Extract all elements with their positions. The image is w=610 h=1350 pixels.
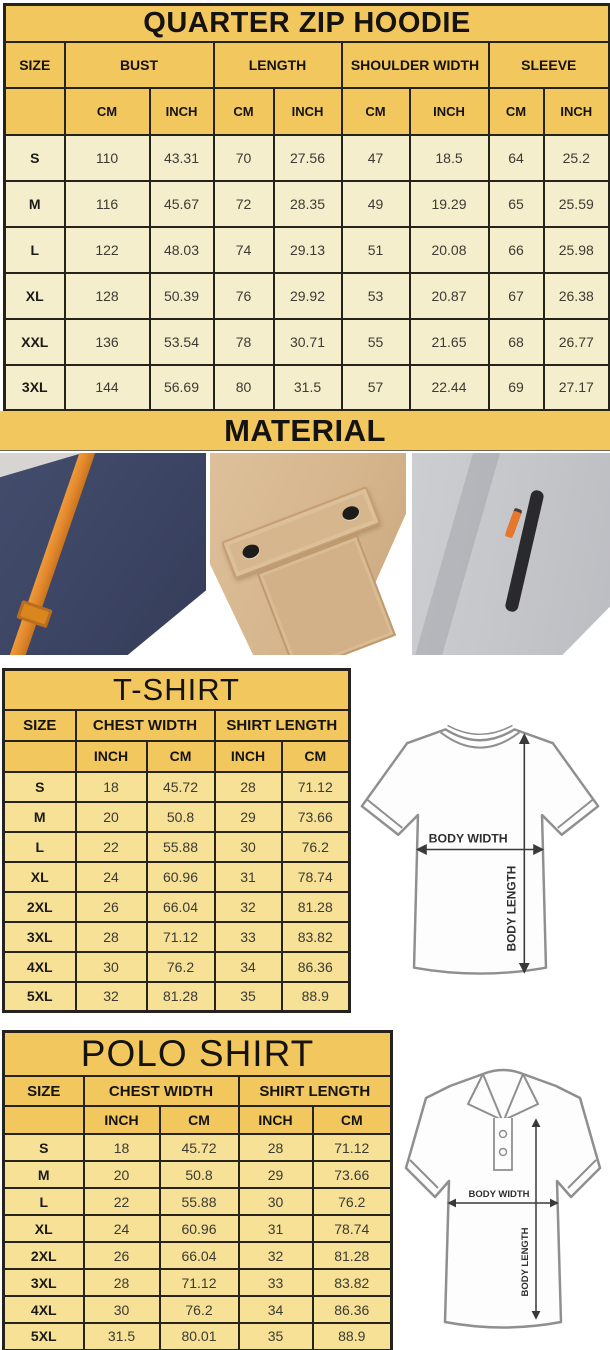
value-cell: 35 (239, 1323, 313, 1350)
unit-header-inch: INCH (76, 741, 147, 772)
table-row (5, 319, 610, 365)
tshirt-table-body (4, 772, 350, 1012)
size-cell: L (4, 832, 76, 862)
tshirt-measurement-diagram (352, 695, 608, 1005)
column-header-length: LENGTH (214, 42, 342, 88)
polo-table-title: POLO SHIRT (4, 1032, 392, 1077)
size-cell: XL (5, 273, 65, 319)
polo-unit-header-row (4, 1106, 392, 1134)
value-cell: 34 (239, 1296, 313, 1323)
unit-header-inch: INCH (215, 741, 282, 772)
value-cell: 31.5 (274, 365, 342, 411)
column-header-chest-width: CHEST WIDTH (76, 710, 215, 741)
unit-header-inch: INCH (410, 88, 489, 135)
unit-header-inch: INCH (274, 88, 342, 135)
table-row (5, 273, 610, 319)
column-header-bust: BUST (65, 42, 214, 88)
value-cell: 122 (65, 227, 150, 273)
polo-measurement-diagram (398, 1056, 610, 1348)
value-cell: 19.29 (410, 181, 489, 227)
material-photo-khaki-pocket (210, 453, 406, 655)
size-cell: 5XL (4, 1323, 84, 1350)
table-row (4, 1296, 392, 1323)
value-cell: 30 (239, 1188, 313, 1215)
value-cell: 73.66 (313, 1161, 392, 1188)
polo-outline-icon (398, 1056, 610, 1348)
table-row (4, 952, 350, 982)
size-cell: XL (4, 1215, 84, 1242)
value-cell: 64 (489, 135, 544, 181)
body-length-label: BODY LENGTH (504, 865, 519, 952)
hoodie-table-title: QUARTER ZIP HOODIE (5, 5, 610, 42)
value-cell: 33 (215, 922, 282, 952)
value-cell: 18.5 (410, 135, 489, 181)
table-row (4, 1161, 392, 1188)
table-row (4, 832, 350, 862)
value-cell: 86.36 (313, 1296, 392, 1323)
value-cell: 76.2 (282, 832, 350, 862)
body-width-label: BODY WIDTH (428, 831, 508, 846)
value-cell: 53 (342, 273, 410, 319)
value-cell: 81.28 (147, 982, 215, 1012)
value-cell: 70 (214, 135, 274, 181)
table-row (4, 802, 350, 832)
unit-header-inch: INCH (239, 1106, 313, 1134)
size-cell: M (5, 181, 65, 227)
value-cell: 29 (215, 802, 282, 832)
table-row (4, 772, 350, 802)
size-cell: M (4, 1161, 84, 1188)
value-cell: 25.59 (544, 181, 610, 227)
material-title: MATERIAL (224, 412, 386, 448)
table-row (5, 135, 610, 181)
value-cell: 50.8 (147, 802, 215, 832)
column-header-size: SIZE (4, 710, 76, 741)
value-cell: 32 (215, 892, 282, 922)
value-cell: 24 (84, 1215, 160, 1242)
empty-header-cell (4, 741, 76, 772)
column-header-size: SIZE (4, 1076, 84, 1106)
value-cell: 73.66 (282, 802, 350, 832)
hoodie-group-header-row (5, 42, 610, 88)
value-cell: 71.12 (160, 1269, 239, 1296)
size-cell: M (4, 802, 76, 832)
value-cell: 53.54 (150, 319, 214, 365)
value-cell: 45.67 (150, 181, 214, 227)
table-row (4, 1215, 392, 1242)
value-cell: 55.88 (160, 1188, 239, 1215)
table-row (5, 227, 610, 273)
material-photo-navy-drawstring (0, 453, 206, 655)
unit-header-cm: CM (313, 1106, 392, 1134)
polo-title-row (4, 1032, 392, 1077)
value-cell: 56.69 (150, 365, 214, 411)
value-cell: 43.31 (150, 135, 214, 181)
value-cell: 55 (342, 319, 410, 365)
value-cell: 24 (76, 862, 147, 892)
size-cell: S (4, 772, 76, 802)
unit-header-cm: CM (65, 88, 150, 135)
tshirt-table-title: T-SHIRT (4, 670, 350, 710)
value-cell: 81.28 (313, 1242, 392, 1269)
value-cell: 20.87 (410, 273, 489, 319)
value-cell: 71.12 (147, 922, 215, 952)
value-cell: 26.77 (544, 319, 610, 365)
value-cell: 28 (239, 1134, 313, 1161)
value-cell: 20 (84, 1161, 160, 1188)
table-row (4, 1323, 392, 1350)
tshirt-title-row (4, 670, 350, 710)
size-cell: 5XL (4, 982, 76, 1012)
value-cell: 30.71 (274, 319, 342, 365)
value-cell: 28 (215, 772, 282, 802)
value-cell: 78.74 (282, 862, 350, 892)
value-cell: 20.08 (410, 227, 489, 273)
unit-header-cm: CM (160, 1106, 239, 1134)
value-cell: 76.2 (147, 952, 215, 982)
value-cell: 76.2 (160, 1296, 239, 1323)
tshirt-unit-header-row (4, 741, 350, 772)
value-cell: 144 (65, 365, 150, 411)
size-cell: 4XL (4, 1296, 84, 1323)
value-cell: 48.03 (150, 227, 214, 273)
value-cell: 55.88 (147, 832, 215, 862)
unit-header-inch: INCH (84, 1106, 160, 1134)
table-row (4, 862, 350, 892)
value-cell: 27.17 (544, 365, 610, 411)
size-cell: S (4, 1134, 84, 1161)
value-cell: 136 (65, 319, 150, 365)
unit-header-cm: CM (489, 88, 544, 135)
value-cell: 45.72 (160, 1134, 239, 1161)
empty-header-cell (5, 88, 65, 135)
value-cell: 33 (239, 1269, 313, 1296)
size-cell: 4XL (4, 952, 76, 982)
value-cell: 20 (76, 802, 147, 832)
tshirt-outline-icon (352, 695, 608, 1005)
value-cell: 32 (76, 982, 147, 1012)
value-cell: 78 (214, 319, 274, 365)
hoodie-unit-header-row (5, 88, 610, 135)
value-cell: 69 (489, 365, 544, 411)
value-cell: 83.82 (282, 922, 350, 952)
value-cell: 26.38 (544, 273, 610, 319)
value-cell: 30 (84, 1296, 160, 1323)
value-cell: 26 (76, 892, 147, 922)
value-cell: 47 (342, 135, 410, 181)
value-cell: 22 (76, 832, 147, 862)
value-cell: 50.39 (150, 273, 214, 319)
size-cell: XL (4, 862, 76, 892)
size-cell: 2XL (4, 892, 76, 922)
tshirt-size-table (2, 668, 351, 1013)
value-cell: 29.92 (274, 273, 342, 319)
value-cell: 27.56 (274, 135, 342, 181)
material-banner (0, 411, 610, 451)
value-cell: 110 (65, 135, 150, 181)
column-header-shirt-length: SHIRT LENGTH (215, 710, 350, 741)
value-cell: 88.9 (282, 982, 350, 1012)
value-cell: 18 (84, 1134, 160, 1161)
value-cell: 30 (76, 952, 147, 982)
value-cell: 31 (215, 862, 282, 892)
polo-table-body (4, 1134, 392, 1350)
value-cell: 86.36 (282, 952, 350, 982)
size-cell: 3XL (4, 922, 76, 952)
value-cell: 25.2 (544, 135, 610, 181)
value-cell: 22.44 (410, 365, 489, 411)
size-cell: L (5, 227, 65, 273)
snap-button-icon (340, 504, 361, 522)
polo-group-header-row (4, 1076, 392, 1106)
value-cell: 29.13 (274, 227, 342, 273)
column-header-chest-width: CHEST WIDTH (84, 1076, 239, 1106)
value-cell: 74 (214, 227, 274, 273)
value-cell: 34 (215, 952, 282, 982)
unit-header-inch: INCH (544, 88, 610, 135)
table-row (4, 892, 350, 922)
size-cell: 3XL (5, 365, 65, 411)
value-cell: 32 (239, 1242, 313, 1269)
table-row (5, 365, 610, 411)
unit-header-inch: INCH (150, 88, 214, 135)
table-row (5, 181, 610, 227)
value-cell: 66 (489, 227, 544, 273)
unit-header-cm: CM (214, 88, 274, 135)
table-row (4, 1134, 392, 1161)
value-cell: 76.2 (313, 1188, 392, 1215)
value-cell: 51 (342, 227, 410, 273)
value-cell: 26 (84, 1242, 160, 1269)
value-cell: 45.72 (147, 772, 215, 802)
value-cell: 71.12 (313, 1134, 392, 1161)
value-cell: 68 (489, 319, 544, 365)
snap-button-icon (241, 542, 262, 560)
value-cell: 60.96 (147, 862, 215, 892)
value-cell: 49 (342, 181, 410, 227)
tshirt-group-header-row (4, 710, 350, 741)
size-cell: XXL (5, 319, 65, 365)
value-cell: 31 (239, 1215, 313, 1242)
table-row (4, 1188, 392, 1215)
value-cell: 28.35 (274, 181, 342, 227)
value-cell: 80 (214, 365, 274, 411)
value-cell: 30 (215, 832, 282, 862)
unit-header-cm: CM (147, 741, 215, 772)
value-cell: 78.74 (313, 1215, 392, 1242)
value-cell: 81.28 (282, 892, 350, 922)
value-cell: 18 (76, 772, 147, 802)
hoodie-title-row (5, 5, 610, 42)
value-cell: 29 (239, 1161, 313, 1188)
size-cell: L (4, 1188, 84, 1215)
value-cell: 25.98 (544, 227, 610, 273)
empty-header-cell (4, 1106, 84, 1134)
value-cell: 66.04 (147, 892, 215, 922)
value-cell: 66.04 (160, 1242, 239, 1269)
column-header-size: SIZE (5, 42, 65, 88)
value-cell: 22 (84, 1188, 160, 1215)
value-cell: 50.8 (160, 1161, 239, 1188)
value-cell: 80.01 (160, 1323, 239, 1350)
value-cell: 76 (214, 273, 274, 319)
value-cell: 72 (214, 181, 274, 227)
unit-header-cm: CM (342, 88, 410, 135)
column-header-sleeve: SLEEVE (489, 42, 610, 88)
value-cell: 88.9 (313, 1323, 392, 1350)
table-row (4, 1242, 392, 1269)
table-row (4, 1269, 392, 1296)
material-photo-gray-zipper (412, 453, 610, 655)
body-length-label: BODY LENGTH (520, 1227, 531, 1297)
value-cell: 35 (215, 982, 282, 1012)
polo-size-table (2, 1030, 393, 1350)
size-cell: S (5, 135, 65, 181)
value-cell: 57 (342, 365, 410, 411)
hoodie-table-body (5, 135, 610, 411)
body-width-label: BODY WIDTH (468, 1189, 530, 1200)
unit-header-cm: CM (282, 741, 350, 772)
value-cell: 116 (65, 181, 150, 227)
value-cell: 71.12 (282, 772, 350, 802)
value-cell: 21.65 (410, 319, 489, 365)
value-cell: 60.96 (160, 1215, 239, 1242)
hoodie-size-table (3, 3, 610, 412)
size-cell: 3XL (4, 1269, 84, 1296)
column-header-shoulder-width: SHOULDER WIDTH (342, 42, 489, 88)
value-cell: 28 (76, 922, 147, 952)
value-cell: 67 (489, 273, 544, 319)
value-cell: 65 (489, 181, 544, 227)
value-cell: 31.5 (84, 1323, 160, 1350)
size-cell: 2XL (4, 1242, 84, 1269)
table-row (4, 982, 350, 1012)
column-header-shirt-length: SHIRT LENGTH (239, 1076, 392, 1106)
table-row (4, 922, 350, 952)
value-cell: 28 (84, 1269, 160, 1296)
value-cell: 83.82 (313, 1269, 392, 1296)
value-cell: 128 (65, 273, 150, 319)
